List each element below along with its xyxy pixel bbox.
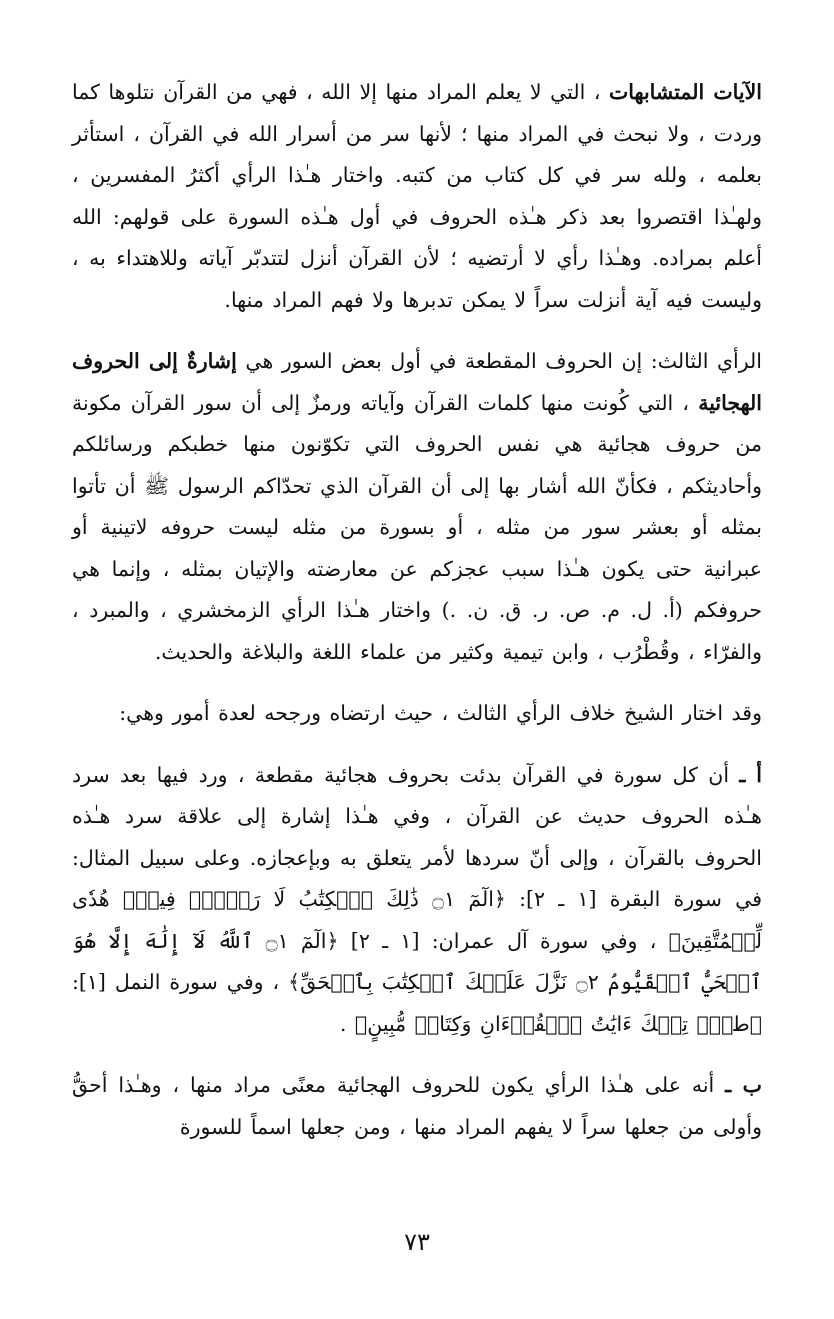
paragraph-text: أنه على هـٰذا الرأي يكون للحروف الهجائية معنًى مراد منها ، وهـٰذا أحقُّ وأولى من جعلها سراً لا يفهم المراد منها ، ومن جعلها اسماً للسورة [72,1073,762,1139]
bold-term-mutashabihat: الآيات المتشابهات [608,80,762,104]
page-number: ٧٣ [404,1228,430,1256]
paragraph-third-opinion [72,341,762,673]
paragraph-mutashabihat [72,72,762,321]
paragraph-text: الرأي الثالث: إن الحروف المقطعة في أول بعض السور هي [236,349,763,373]
list-marker-a: أ ـ [739,762,762,787]
bold-term-hijaiya: إشارةٌ إلى الحروف الهجائية [72,349,762,415]
paragraph-point-b [72,1065,762,1148]
paragraph-point-a [72,755,762,1046]
paragraph-text: ، التي كُونت منها كلمات القرآن وآياته ورمزٌ إلى أن سور القرآن مكونة من حروف هجائية هي نفس الحروف التي تكوّنون منها خطبكم ورسائلكم وأحاديثكم ، فكأنّ الله أشار بها إلى أن القرآن الذي تحدّاكم الرسول ﷺ أن تأتوا بمثله أو بعشر سور من مثله ، أو بسورة من مثله ليست حروفه لاتينية أو عبرانية حتى يكون هـٰذا سبب عجزكم عن معارضته والإتيان بمثله ، وإنما هي حروفكم (أ. ل. م. ص. ر. ق. ن. .) واختار هـٰذا الرأي الزمخشري ، والمبرد ، والفرّاء ، وقُطْرُب ، وابن تيمية وكثير من علماء اللغة والبلاغة والحديث. [72,390,762,664]
paragraph-text: ، التي لا يعلم المراد منها إلا الله ، فهي من القرآن نتلوها كما وردت ، ولا نبحث في المراد منها ؛ لأنها سر من أسرار الله في القرآن ، استأثر بعلمه ، ولله سر في كل كتاب من كتبه. واختار هـٰذا الرأي أكثرُ المفسرين ، ولهـٰذا اقتصروا بعد ذكر هـٰذه الحروف في أول هـٰذه السورة على قولهم: الله أعلم بمراده. وهـٰذا رأي لا أرتضيه ؛ لأن القرآن أنزل لتتدبّر آياته وللاهتداء به ، وليست فيه آية أنزلت سراً لا يمكن تدبرها ولا فهم المراد منها. [72,80,762,312]
paragraph-sheikh-choice [72,693,762,735]
paragraph-text: وقد اختار الشيخ خلاف الرأي الثالث ، حيث ارتضاه ورجحه لعدة أمور وهي: [119,701,762,725]
paragraph-text: أن كل سورة في القرآن بدئت بحروف هجائية مقطعة ، ورد فيها بعد سرد هـٰذه الحروف حديث عن القرآن ، وفي هـٰذا إشارة إلى علاقة سرد هـٰذه الحروف بالقرآن ، وإلى أنّ سردها لأمر يتعلق به وبإعجازه. وعلى سبيل المثال: في سورة البقرة [١ ـ ٢]: ﴿الٓمٓ ۝١ ذَٰلِكَ ٱلۡكِتَٰبُ لَا رَيۡبَۛ فِيهِۛ هُدٗى لِّلۡمُتَّقِينَ﴾ ، وفي سورة آل عمران: [١ ـ ٢] ﴿الٓمٓ ۝١ ٱللَّهُ لَآ إِلَٰهَ إِلَّا هُوَ ٱلۡحَيُّ ٱلۡقَيُّومُ ۝٢ نَزَّلَ عَلَيۡكَ ٱلۡكِتَٰبَ بِٱلۡحَقِّ﴾ ، وفي سورة النمل [١]: ﴿طسٓۚ تِلۡكَ ءَايَٰتُ ٱلۡقُرۡءَانِ وَكِتَابٖ مُّبِينٍ﴾ . [72,762,762,1036]
list-marker-b: ب ـ [725,1073,762,1097]
